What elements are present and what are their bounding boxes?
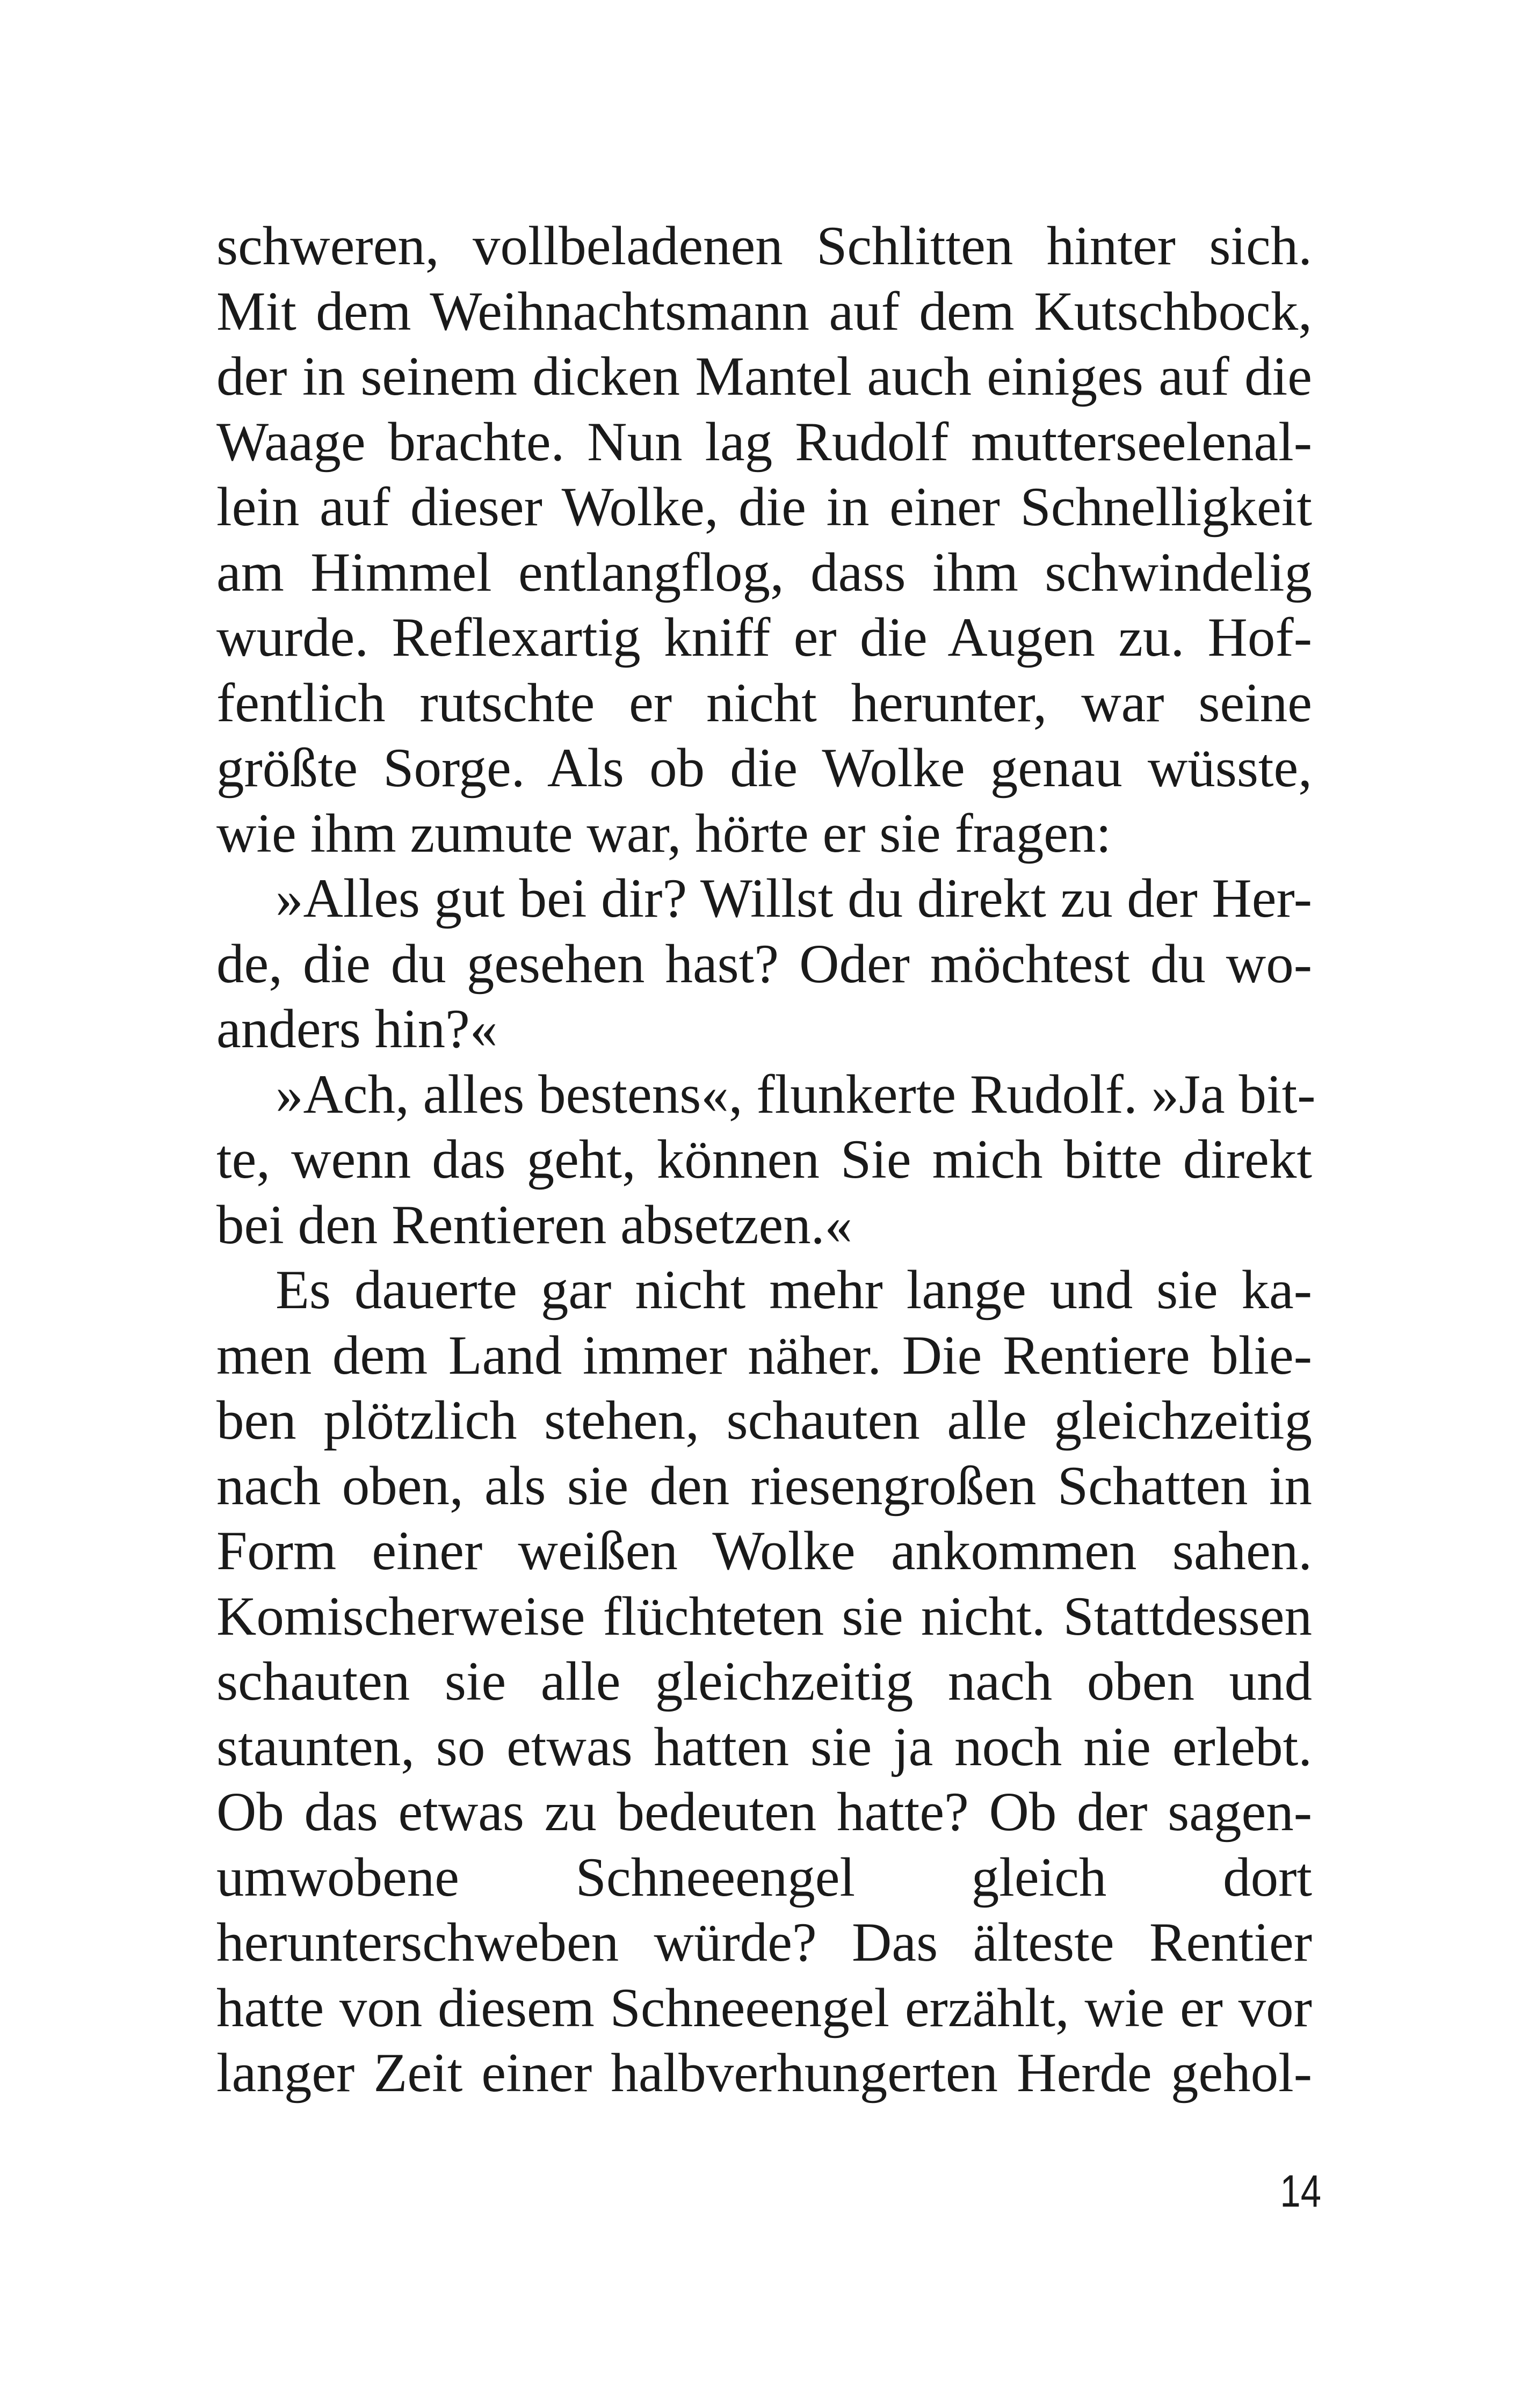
- text-line: bei den Rentieren absetzen.«: [216, 1194, 852, 1256]
- text-line: herunterschweben würde? Das älteste Rentier: [216, 1912, 1312, 1973]
- text-line: umwobene Schneeengel gleich dort: [216, 1846, 1312, 1908]
- text-line: lein auf dieser Wolke, die in einer Schnelligkeit: [216, 476, 1312, 538]
- text-line: staunten, so etwas hatten sie ja noch nie erlebt.: [216, 1716, 1312, 1778]
- text-line: fentlich rutschte er nicht herunter, war seine: [216, 672, 1312, 734]
- text-line: wurde. Reflexartig kniff er die Augen zu. Hof-: [216, 607, 1312, 668]
- text-line: anders hin?«: [216, 998, 498, 1060]
- text-line: Ob das etwas zu bedeuten hatte? Ob der sagen-: [216, 1781, 1312, 1843]
- body-text: [216, 214, 1316, 2106]
- text-line: »Alles gut bei dir? Willst du direkt zu der Her-: [276, 868, 1312, 929]
- text-line: hatte von diesem Schneeengel erzählt, wie er vor: [216, 1977, 1312, 2039]
- text-line: ben plötzlich stehen, schauten alle gleichzeitig: [216, 1390, 1312, 1451]
- text-line: schweren, vollbeladenen Schlitten hinter sich.: [216, 215, 1312, 277]
- page-number: 14: [1280, 2166, 1321, 2216]
- text-line: Form einer weißen Wolke ankommen sahen.: [216, 1520, 1312, 1582]
- text-line: »Ach, alles bestens«, flunkerte Rudolf. »Ja bit-: [276, 1063, 1316, 1125]
- text-line: schauten sie alle gleichzeitig nach oben und: [216, 1651, 1312, 1712]
- text-line: wie ihm zumute war, hörte er sie fragen:: [216, 802, 1112, 864]
- text-line: Es dauerte gar nicht mehr lange und sie ka-: [276, 1259, 1312, 1321]
- text-line: größte Sorge. Als ob die Wolke genau wüsste,: [216, 737, 1312, 799]
- text-line: Mit dem Weihnachtsmann auf dem Kutschbock,: [216, 280, 1312, 342]
- text-line: de, die du gesehen hast? Oder möchtest du wo-: [216, 933, 1312, 995]
- text-line: der in seinem dicken Mantel auch einiges auf die: [216, 346, 1312, 407]
- text-line: Komischerweise flüchteten sie nicht. Stattdessen: [216, 1585, 1312, 1647]
- text-line: langer Zeit einer halbverhungerten Herde gehol-: [216, 2042, 1312, 2104]
- text-line: men dem Land immer näher. Die Rentiere blie-: [216, 1324, 1312, 1386]
- text-line: nach oben, als sie den riesengroßen Schatten in: [216, 1455, 1312, 1517]
- text-line: Waage brachte. Nun lag Rudolf mutterseelenal-: [216, 411, 1312, 473]
- text-line: am Himmel entlangflog, dass ihm schwindelig: [216, 541, 1312, 603]
- text-line: te, wenn das geht, können Sie mich bitte direkt: [216, 1129, 1312, 1190]
